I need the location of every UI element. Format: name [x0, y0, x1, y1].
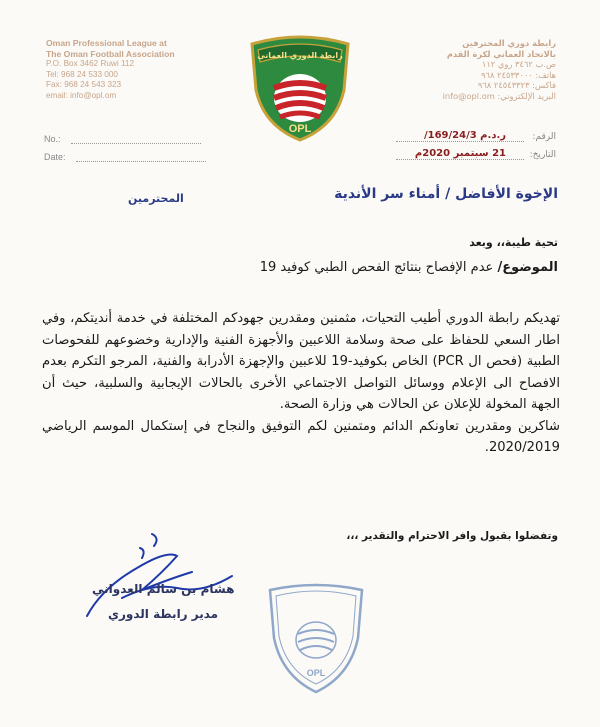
closing-line: وتفضلوا بقبول وافر الاحترام والتقدير ،،، — [346, 530, 558, 542]
subject-label: الموضوع/ — [497, 260, 558, 275]
pobox-en: P.O. Box 3462 Ruwi 112 — [46, 59, 134, 69]
date-label-en: Date: — [44, 152, 66, 162]
ref-value: ر.د.م 169/24/3/ — [396, 130, 524, 142]
email-en: email: info@opl.om — [46, 90, 117, 100]
org-name-line1: Oman Professional League at — [46, 38, 167, 48]
subject-text: عدم الإفصاح بنتائج الفحص الطبي كوفيد 19 — [259, 260, 494, 275]
no-label-en: No.: — [44, 134, 61, 144]
reference-fields-en — [44, 126, 206, 162]
date-line — [76, 152, 206, 162]
body-paragraph-closing: شاكرين ومقدرين تعاونكم الدائم ومتمنين لكم التوفيق والنجاح في إستكمال الموسم الرياضي 2020/2019. — [42, 418, 560, 455]
opl-logo-icon — [240, 30, 360, 145]
date-value: 21 سبتمبر 2020م — [396, 148, 524, 160]
greeting: تحية طيبة،، وبعد — [469, 236, 558, 249]
stamp-letters: OPL — [306, 668, 326, 678]
signer-name: هشام بن سالم العدواني — [92, 582, 235, 596]
org-name-ar-line2: بالاتحاد العماني لكرة القدم — [446, 48, 556, 59]
pobox-ar: ص.ب ٣٤٦٢ روي ١١٢ — [481, 59, 556, 70]
reference-fields-ar — [396, 124, 556, 160]
letterhead-arabic — [406, 38, 556, 102]
tel-ar: هاتف: ٢٤٥٣٣٠٠٠ ٩٦٨ — [481, 69, 556, 80]
honorific: المحترمين — [128, 192, 184, 205]
org-name-ar-line1: رابطة دوري المحترفين — [462, 38, 556, 48]
tel-en: Tel: 968 24 533 000 — [46, 69, 118, 79]
subject-line — [260, 260, 558, 275]
letter-body — [42, 308, 560, 459]
ref-label-ar: الرقم: — [532, 132, 556, 142]
official-stamp-icon — [256, 578, 376, 700]
fax-en: Fax: 968 24 543 323 — [46, 80, 122, 90]
date-label-ar: التاريخ: — [529, 150, 556, 160]
addressee: الإخوة الأفاضل / أمناء سر الأندية — [334, 186, 558, 202]
body-paragraph: تهديكم رابطة الدوري أطيب التحيات، مثمنين ومقدرين جهودكم المختلفة في خدمة أنديتكم، وفي اطار السعي للحفاظ على صحة وسلامة اللاعبين والأجهزة الفنية والإدارية وخضوعهم للفحوصات الطبية (فحص ال PCR) الخاص بكوفيد-19 للاعبين والإجهزة الأدرابة والفنية، المرجو التكرم بعدم الافصاح الى الإعلام ووسائل التواصل الاجتماعي الأخرى بالحالات الإيجابية والسلبية، حيث أن الجهة المخولة للإعلان عن الحالات هي وزارة الصحة. — [42, 311, 560, 412]
logo-letters: OPL — [288, 123, 312, 135]
email-ar: البريد الإلكتروني: info@opl.om — [442, 90, 556, 101]
logo-banner-text: رابطة الدوري العماني — [257, 51, 343, 60]
fax-ar: فاكس: ٢٤٥٤٣٣٢٣ ٩٦٨ — [477, 80, 556, 91]
letterhead-english — [46, 38, 216, 102]
signer-title: مدير رابطة الدوري — [108, 607, 219, 621]
no-line — [71, 134, 201, 144]
org-name-line2: The Oman Football Association — [46, 48, 175, 59]
